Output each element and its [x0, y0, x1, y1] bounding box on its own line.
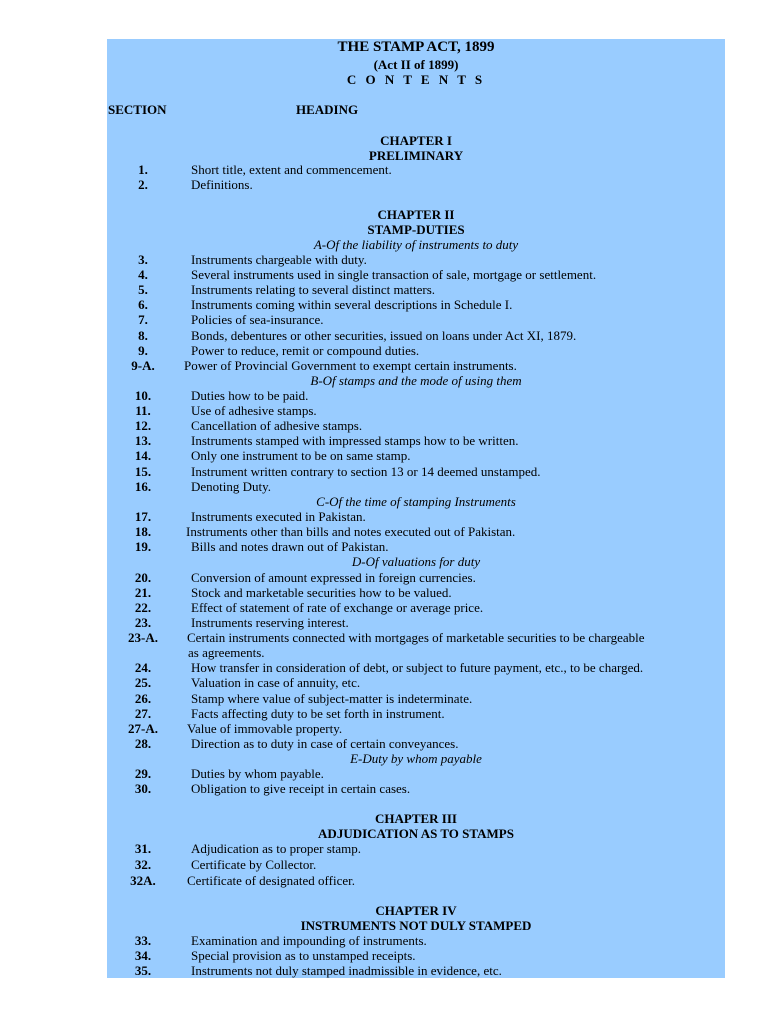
contents-entry	[107, 328, 725, 343]
section-heading: Bonds, debentures or other securities, issued on loans under Act XI, 1879.	[191, 328, 577, 343]
subheading: A-Of the liability of instruments to duty	[313, 237, 519, 252]
subheading: B-Of stamps and the mode of using them	[310, 373, 522, 388]
contents-entry	[107, 343, 725, 358]
section-heading: Use of adhesive stamps.	[191, 403, 317, 418]
section-heading: Instruments reserving interest.	[191, 615, 349, 630]
section-number: 23.	[134, 615, 152, 630]
contents-entry	[107, 267, 725, 282]
contents-entry	[107, 524, 725, 539]
section-heading: Power of Provincial Government to exempt certain instruments.	[184, 358, 517, 373]
contents-label: C O N T E N T S	[346, 72, 486, 87]
section-number: 22.	[134, 600, 152, 615]
contents-page	[107, 39, 725, 978]
section-heading: Cancellation of adhesive stamps.	[191, 418, 363, 433]
section-heading: Instruments coming within several descriptions in Schedule I.	[191, 297, 513, 312]
chapter-name: PRELIMINARY	[368, 148, 464, 163]
section-heading: Instruments not duly stamped inadmissible in evidence, etc.	[191, 963, 502, 978]
section-number: 6.	[138, 297, 148, 312]
section-heading: Value of immovable property.	[187, 721, 343, 736]
chapter-label: CHAPTER I	[380, 133, 452, 148]
section-number: 1.	[138, 162, 148, 177]
subheading: D-Of valuations for duty	[351, 554, 481, 569]
contents-entry	[107, 857, 725, 872]
contents-entry	[107, 873, 725, 888]
section-heading: Power to reduce, remit or compound duties.	[191, 343, 420, 358]
contents-entry	[107, 252, 725, 267]
section-number: 14.	[134, 448, 152, 463]
section-heading: Examination and impounding of instruments.	[191, 933, 427, 948]
section-number: 32.	[134, 857, 152, 872]
section-number: 16.	[134, 479, 152, 494]
section-number: 9.	[138, 343, 148, 358]
chapter-name: INSTRUMENTS NOT DULY STAMPED	[300, 918, 532, 933]
section-number: 10.	[134, 388, 152, 403]
section-number: 35.	[134, 963, 152, 978]
section-number: 27-A.	[128, 721, 158, 736]
contents-entry	[107, 312, 725, 327]
section-heading: Adjudication as to proper stamp.	[191, 841, 362, 856]
contents-entry	[107, 585, 725, 600]
heading-column-header: HEADING	[296, 102, 359, 117]
chapter-label: CHAPTER III	[375, 811, 457, 826]
section-number: 23-A.	[128, 630, 158, 645]
contents-entry	[107, 539, 725, 554]
contents-entry	[107, 479, 725, 494]
section-number: 5.	[138, 282, 148, 297]
section-number: 7.	[138, 312, 148, 327]
contents-entry	[107, 706, 725, 721]
section-number: 25.	[134, 675, 152, 690]
section-number: 13.	[134, 433, 152, 448]
section-heading: Stock and marketable securities how to be valued.	[191, 585, 452, 600]
contents-entry	[107, 841, 725, 856]
contents-entry	[107, 963, 725, 978]
contents-entry	[107, 403, 725, 418]
section-number: 30.	[134, 781, 152, 796]
section-number: 27.	[134, 706, 152, 721]
section-heading: Instruments stamped with impressed stamps how to be written.	[191, 433, 519, 448]
document-title: THE STAMP ACT, 1899	[337, 39, 495, 55]
subheading: C-Of the time of stamping Instruments	[316, 494, 516, 509]
section-heading: Stamp where value of subject-matter is indeterminate.	[191, 691, 473, 706]
section-number: 15.	[134, 464, 152, 479]
section-heading: Certain instruments connected with mortgages of marketable securities to be chargeable	[187, 630, 645, 645]
section-heading: Valuation in case of annuity, etc.	[191, 675, 361, 690]
contents-entry	[107, 570, 725, 585]
section-number: 2.	[138, 177, 148, 192]
contents-entry	[107, 766, 725, 781]
contents-entry	[107, 162, 725, 177]
chapter-name: ADJUDICATION AS TO STAMPS	[318, 826, 514, 841]
section-heading: Obligation to give receipt in certain cases.	[191, 781, 411, 796]
section-number: 26.	[134, 691, 152, 706]
section-heading: Definitions.	[191, 177, 253, 192]
contents-entry	[107, 781, 725, 796]
section-number: 19.	[134, 539, 152, 554]
section-heading: How transfer in consideration of debt, or subject to future payment, etc., to be charged.	[191, 660, 644, 675]
contents-entry	[107, 177, 725, 192]
section-heading: Direction as to duty in case of certain conveyances.	[191, 736, 459, 751]
section-heading: Conversion of amount expressed in foreign currencies.	[191, 570, 476, 585]
contents-entry	[107, 509, 725, 524]
contents-entry	[107, 630, 725, 645]
section-heading: Bills and notes drawn out of Pakistan.	[191, 539, 389, 554]
section-number: 3.	[138, 252, 148, 267]
section-number: 33.	[134, 933, 152, 948]
section-heading: Policies of sea-insurance.	[191, 312, 324, 327]
contents-entry	[107, 600, 725, 615]
contents-entry	[107, 691, 725, 706]
section-heading: Instruments relating to several distinct matters.	[191, 282, 436, 297]
section-number: 28.	[134, 736, 152, 751]
contents-entry	[107, 615, 725, 630]
section-heading-continued: as agreements.	[188, 645, 265, 660]
chapter-label: CHAPTER II	[377, 207, 455, 222]
section-number: 32A.	[130, 873, 156, 888]
section-number: 24.	[134, 660, 152, 675]
contents-entry	[107, 358, 725, 373]
contents-entry	[107, 933, 725, 948]
section-number: 9-A.	[131, 358, 155, 373]
section-number: 31.	[134, 841, 152, 856]
section-column-header: SECTION	[108, 102, 167, 117]
contents-entry	[107, 721, 725, 736]
section-number: 4.	[138, 267, 148, 282]
section-heading: Certificate of designated officer.	[187, 873, 355, 888]
section-heading: Duties by whom payable.	[191, 766, 324, 781]
contents-entry	[107, 448, 725, 463]
chapter-name: STAMP-DUTIES	[367, 222, 465, 237]
contents-entry	[107, 675, 725, 690]
section-number: 18.	[134, 524, 152, 539]
section-heading: Short title, extent and commencement.	[191, 162, 392, 177]
document-subtitle: (Act II of 1899)	[373, 57, 459, 72]
contents-entry-continuation	[107, 645, 725, 660]
section-number: 34.	[134, 948, 152, 963]
section-heading: Instruments other than bills and notes executed out of Pakistan.	[186, 524, 516, 539]
contents-entry	[107, 282, 725, 297]
section-number: 11.	[135, 403, 151, 418]
section-number: 21.	[134, 585, 152, 600]
section-number: 20.	[134, 570, 152, 585]
subheading: E-Duty by whom payable	[350, 751, 482, 766]
contents-entry	[107, 736, 725, 751]
section-heading: Duties how to be paid.	[191, 388, 309, 403]
section-heading: Only one instrument to be on same stamp.	[191, 448, 411, 463]
section-number: 12.	[134, 418, 152, 433]
contents-entry	[107, 948, 725, 963]
contents-entry	[107, 418, 725, 433]
section-number: 17.	[134, 509, 152, 524]
section-heading: Instrument written contrary to section 13 or 14 deemed unstamped.	[191, 464, 541, 479]
section-number: 8.	[138, 328, 148, 343]
section-heading: Effect of statement of rate of exchange or average price.	[191, 600, 484, 615]
contents-entry	[107, 464, 725, 479]
section-heading: Facts affecting duty to be set forth in instrument.	[191, 706, 445, 721]
contents-entry	[107, 388, 725, 403]
section-heading: Denoting Duty.	[191, 479, 272, 494]
contents-entry	[107, 660, 725, 675]
chapter-label: CHAPTER IV	[375, 903, 457, 918]
section-number: 29.	[134, 766, 152, 781]
section-heading: Instruments executed in Pakistan.	[191, 509, 366, 524]
section-heading: Instruments chargeable with duty.	[191, 252, 367, 267]
contents-entry	[107, 297, 725, 312]
section-heading: Special provision as to unstamped receipts.	[191, 948, 416, 963]
contents-entry	[107, 433, 725, 448]
section-heading: Several instruments used in single transaction of sale, mortgage or settlement.	[191, 267, 597, 282]
section-heading: Certificate by Collector.	[191, 857, 317, 872]
